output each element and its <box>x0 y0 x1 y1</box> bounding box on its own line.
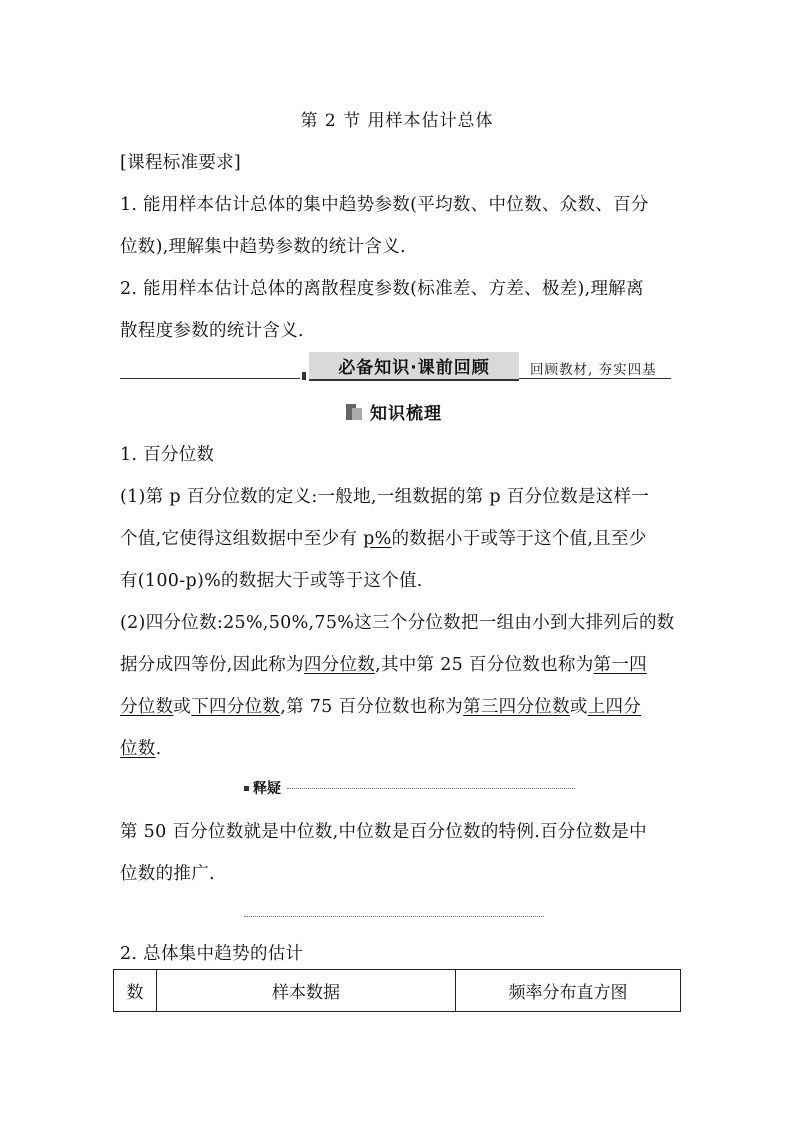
section-heading <box>346 399 442 424</box>
underlined-answer: 位数 <box>120 739 156 759</box>
banner-left-rule <box>120 378 300 379</box>
requirement-1-line-2: 位数),理解集中趋势参数的统计含义. <box>120 237 406 257</box>
note-line-2: 位数的推广. <box>120 864 215 884</box>
note-label: 释疑 <box>253 781 281 797</box>
text: 据分成四等份,因此称为 <box>120 655 304 675</box>
note-line-1: 第 50 百分位数就是中位数,中位数是百分位数的特例.百分位数是中 <box>120 822 647 842</box>
table-header-cell: 样本数据 <box>157 970 456 1012</box>
text: 个值,它使得这组数据中至少有 <box>120 529 364 549</box>
banner-title: 必备知识·课前回顾 <box>309 352 519 381</box>
section-heading-text: 知识梳理 <box>370 404 442 424</box>
note-bullet-icon <box>244 786 249 791</box>
requirements-heading: [课程标准要求] <box>120 153 242 173</box>
note-dotted-rule <box>287 788 575 789</box>
underlined-answer: 第三四分位数 <box>463 697 570 717</box>
quartile-line-4 <box>120 735 161 760</box>
table-header-cell: 频率分布直方图 <box>456 970 681 1012</box>
table-header-row <box>114 970 681 1012</box>
text: 或 <box>173 697 192 717</box>
central-tendency-heading: 2. 总体集中趋势的估计 <box>120 944 304 964</box>
table-header-cell: 数 <box>114 970 157 1012</box>
quartile-line-1: (2)四分位数:25%,50%,75%这三个分位数把一组由小到大排列后的数 <box>120 613 675 633</box>
underlined-answer: 下四分位数 <box>191 697 281 717</box>
quartile-line-3 <box>120 693 641 718</box>
section-bookmark-icon <box>346 404 362 420</box>
requirement-2-line-1: 2. 能用样本估计总体的离散程度参数(标准差、方差、极差),理解离 <box>120 279 644 299</box>
text: 的数据小于或等于这个值,且至少 <box>391 529 647 549</box>
text: 或 <box>569 697 588 717</box>
text: ,第 75 百分位数也称为 <box>280 697 464 717</box>
banner-right-rule <box>519 378 671 379</box>
text: ,其中第 25 百分位数也称为 <box>375 655 594 675</box>
percentile-def-line-2 <box>120 525 647 550</box>
text: . <box>155 739 162 759</box>
underlined-answer: p% <box>363 529 392 549</box>
underlined-answer: 分位数 <box>120 697 174 717</box>
underlined-answer: 四分位数 <box>303 655 376 675</box>
note-header <box>244 778 575 798</box>
comparison-table <box>113 969 681 1012</box>
underlined-answer: 上四分 <box>587 697 642 717</box>
percentile-def-line-3: 有(100-p)%的数据大于或等于这个值. <box>120 571 423 591</box>
note-end-dotted-rule <box>244 916 544 917</box>
underlined-answer: 第一四 <box>593 655 647 675</box>
requirement-1-line-1: 1. 能用样本估计总体的集中趋势参数(平均数、中位数、众数、百分 <box>120 195 649 215</box>
percentile-heading: 1. 百分位数 <box>120 445 215 465</box>
banner-subtitle: 回顾教材, 夯实四基 <box>530 362 657 378</box>
page-title: 第 2 节 用样本估计总体 <box>300 111 494 131</box>
banner-marker <box>302 372 306 380</box>
quartile-line-2 <box>120 651 647 676</box>
requirement-2-line-2: 散程度参数的统计含义. <box>120 321 304 341</box>
percentile-def-line-1: (1)第 p 百分位数的定义:一般地,一组数据的第 p 百分位数是这样一 <box>120 487 650 507</box>
